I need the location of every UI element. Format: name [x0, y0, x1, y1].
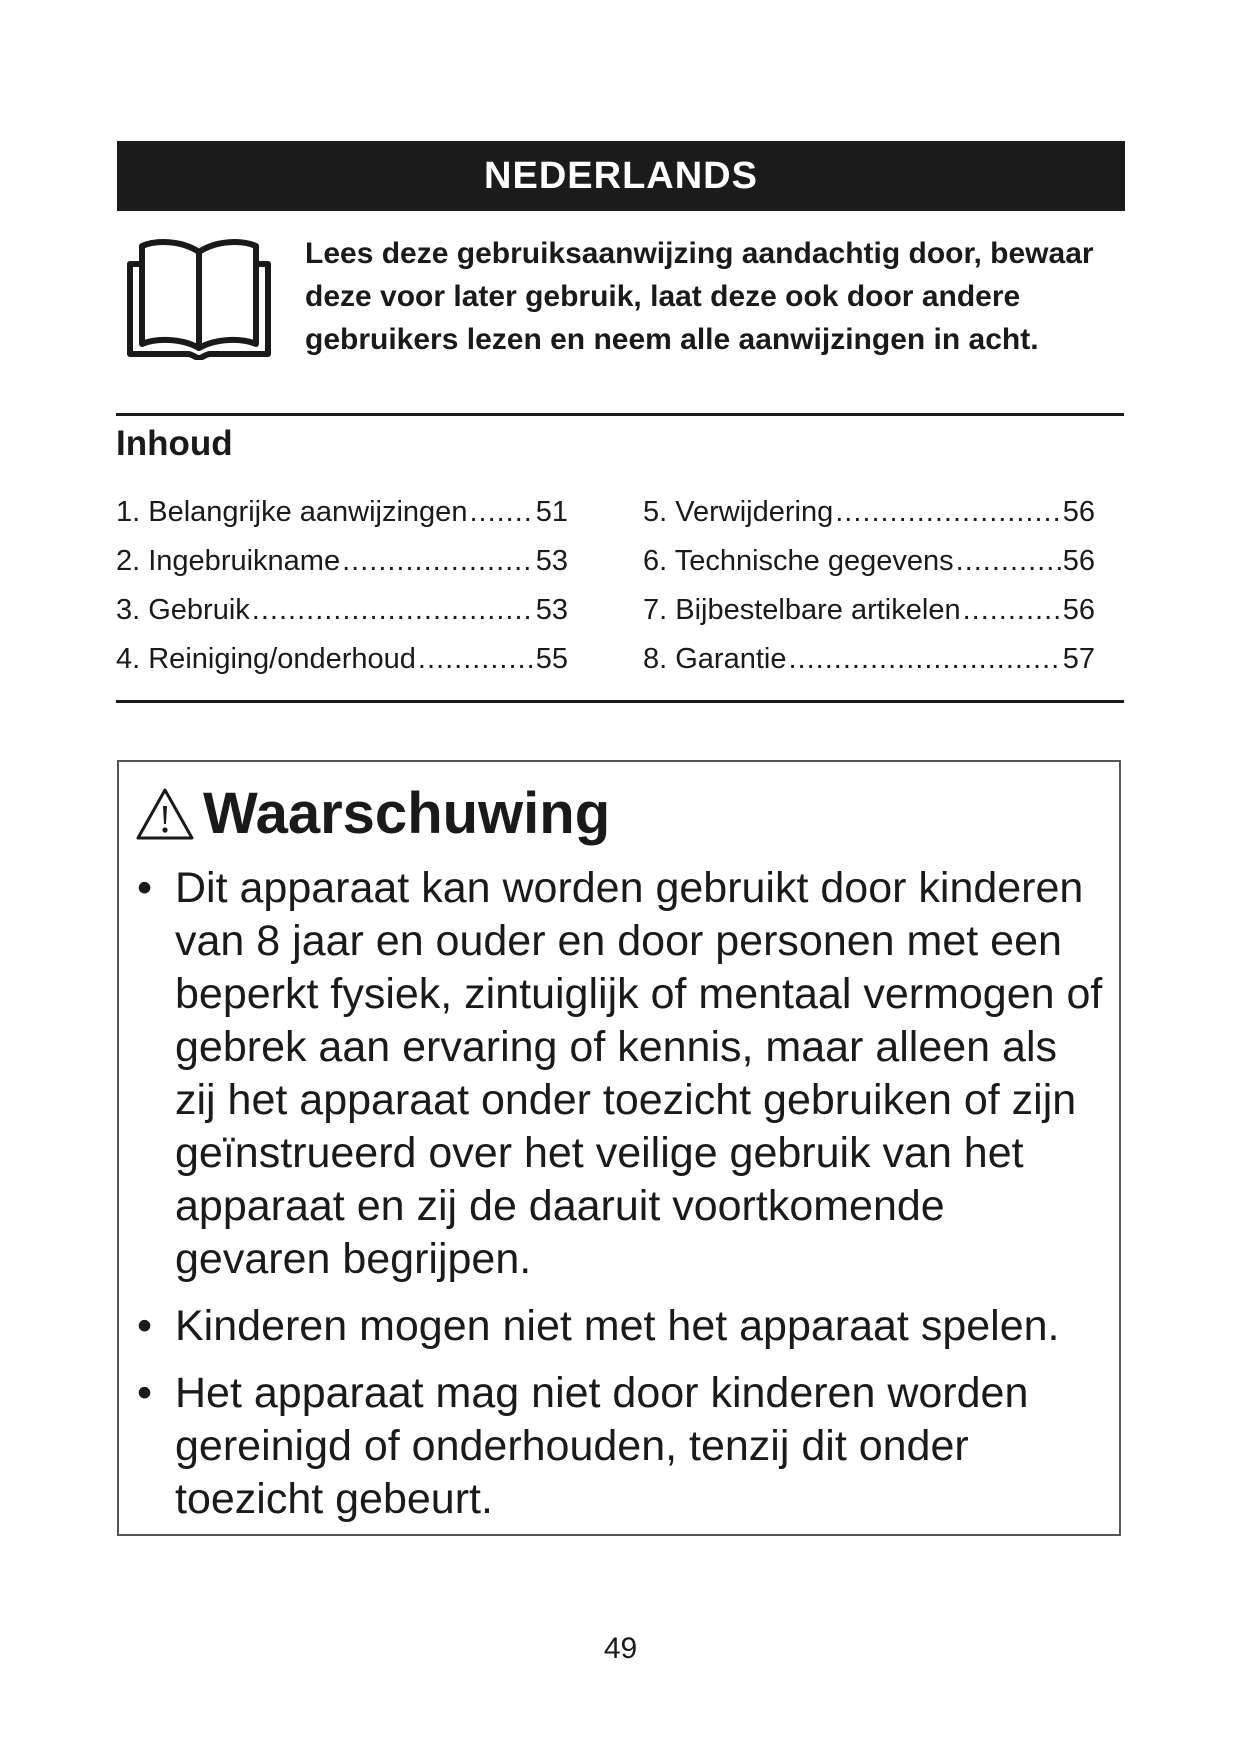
toc-entry[interactable]: 3. Gebruik ..... 53 — [116, 594, 568, 643]
toc-entry[interactable]: 5. Verwijdering ..... 56 — [643, 496, 1095, 545]
intro-text: Lees deze gebruiksaanwijzing aandachtig door, bewaar deze voor later gebruik, laat deze ook door andere gebruikers lezen en neem alle aanwijzingen in acht. — [305, 237, 1094, 356]
toc-title: Inhoud — [116, 424, 233, 463]
toc-entry[interactable]: 4. Reiniging/onderhoud ..... 55 — [116, 643, 568, 692]
bullet: • — [137, 864, 153, 912]
toc-entry[interactable]: 7. Bijbestelbare artikelen ..... 56 — [643, 594, 1095, 643]
toc-entry[interactable]: 8. Garantie ..... 57 — [643, 643, 1095, 692]
toc-entry[interactable]: 6. Technische gegevens ..... 56 — [643, 545, 1095, 594]
warning-box — [117, 760, 1121, 1536]
language-header — [117, 141, 1125, 211]
warning-header — [135, 780, 610, 847]
divider-bottom — [116, 700, 1124, 703]
toc-entry[interactable]: 2. Ingebruikname ..... 53 — [116, 545, 568, 594]
list-item: • Het apparaat mag niet door kinderen worden gereinigd of onderhouden, tenzij dit onder toezicht gebeurt. — [137, 1369, 1029, 1523]
divider-top — [116, 413, 1124, 416]
warning-title: Waarschuwing — [203, 781, 611, 846]
toc-column-right — [643, 496, 1095, 692]
list-item: • Kinderen mogen niet met het apparaat spelen. — [137, 1300, 1107, 1353]
bullet: • — [137, 1302, 153, 1350]
toc-column-left — [116, 496, 568, 692]
bullet: • — [137, 1369, 153, 1417]
book-icon — [126, 234, 272, 360]
list-item: • Dit apparaat kan worden gebruikt door kinderen van 8 jaar en ouder en door personen met een beperkt fysiek, zintuiglijk of mentaal vermogen of gebrek aan ervaring of kennis, maar alleen als zij het apparaat onder toezicht gebruiken of zijn geïnstrueerd over het veilige gebruik van het apparaat en zij de daaruit voortkomende gevaren begrijpen. — [137, 864, 1103, 1283]
warning-triangle-icon — [135, 786, 195, 842]
page-number: 49 — [603, 1632, 638, 1665]
language-label: NEDERLANDS — [484, 154, 758, 197]
warning-list — [137, 862, 1107, 1540]
toc-entry[interactable]: 1. Belangrijke aanwijzingen ..... 51 — [116, 496, 568, 545]
